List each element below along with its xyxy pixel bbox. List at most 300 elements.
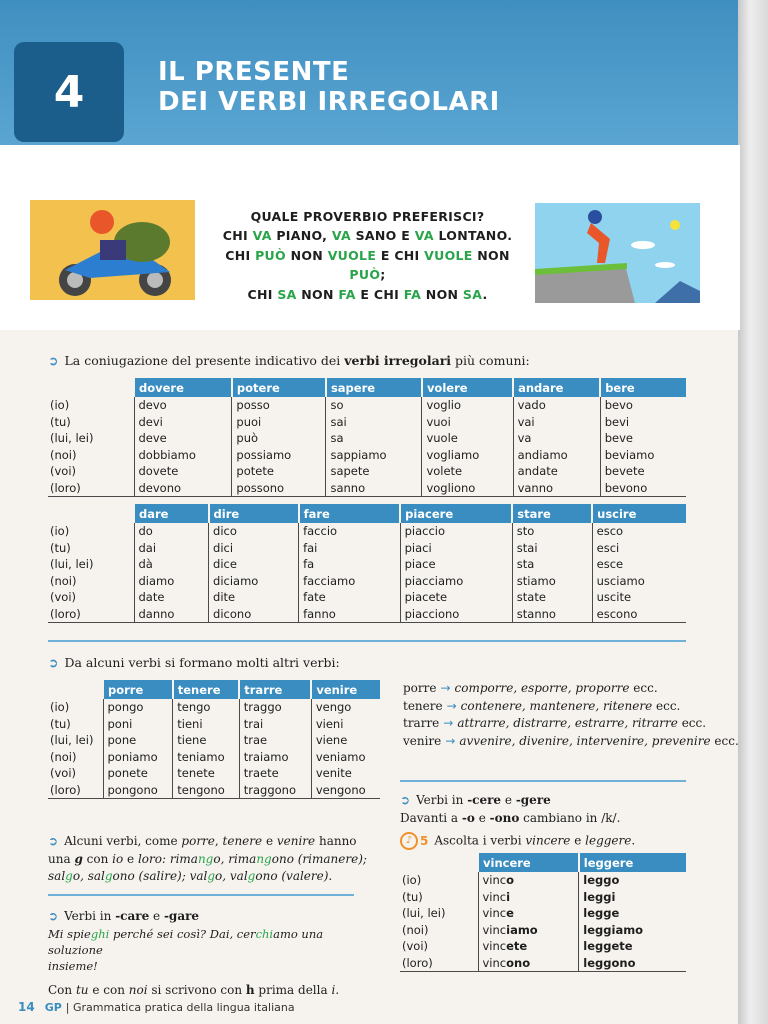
conjugation-cell: leggete — [579, 938, 686, 955]
note-text: Ascolta i verbi — [434, 833, 526, 848]
note-text: ono (rimanere); — [271, 851, 367, 866]
table-row — [400, 889, 686, 906]
conjugation-cell: piaccio — [400, 523, 512, 540]
proverb-text: ; — [380, 267, 386, 283]
note-text: e — [474, 810, 490, 825]
pronoun-cell: (noi) — [402, 922, 429, 937]
note-text: Verbi in — [416, 793, 468, 807]
note-highlight: ng — [256, 851, 272, 866]
note-bold: h — [245, 982, 255, 997]
base-verb: trarre — [403, 716, 440, 730]
note-highlight: g — [247, 869, 256, 883]
proverb-text: NON — [472, 247, 510, 263]
conjugation-cell: vinci — [478, 889, 579, 906]
note-example — [48, 926, 368, 974]
arrow-icon: → — [446, 698, 457, 713]
conjugation-cell: vinco — [478, 872, 579, 889]
conjugation-cell: possiamo — [232, 447, 326, 464]
conjugation-cell: bevi — [600, 414, 686, 431]
conjugation-cell: usciamo — [592, 573, 686, 590]
conjugation-cell: tengo — [173, 699, 240, 716]
conjugation-cell: vogliono — [422, 480, 513, 497]
bullet-icon: ➲ — [48, 655, 59, 670]
conjugation-cell: stanno — [512, 606, 592, 623]
irregular-verbs-table-1 — [48, 378, 686, 497]
conjugation-cell: andiamo — [513, 447, 600, 464]
table-row — [48, 463, 686, 480]
derived-verbs: comporre, esporre, proporre — [454, 681, 630, 695]
table-row — [48, 749, 380, 766]
derivation-row — [403, 715, 739, 733]
derived-verbs: attrarre, distrarre, estrarre, ritrarre — [457, 716, 678, 730]
pronoun-cell: (voi) — [402, 939, 429, 954]
conjugation-cell: veniamo — [311, 749, 380, 766]
note-bold: -ono — [489, 810, 520, 825]
note-text: amo una soluzione — [48, 926, 324, 957]
column-header: piacere — [400, 504, 512, 523]
conjugation-cell: beviamo — [600, 447, 686, 464]
note-italic: loro — [137, 851, 162, 866]
conjugation-cell: dico — [209, 523, 299, 540]
table-row — [48, 430, 686, 447]
note-rule — [48, 982, 368, 1000]
audio-track-number: 5 — [420, 833, 429, 848]
proverb-text: CHI — [247, 286, 278, 302]
table-row — [48, 782, 380, 799]
derivation-row — [403, 733, 739, 751]
conjugation-cell: escono — [592, 606, 686, 623]
conjugation-cell: pongo — [103, 699, 173, 716]
proverb-text: CHI — [225, 247, 256, 263]
conjugation-cell: teniamo — [173, 749, 240, 766]
table-row — [400, 905, 686, 922]
chapter-title-line2: DEI VERBI IRREGOLARI — [158, 86, 500, 117]
proverb-text: NON — [421, 286, 463, 302]
column-header: leggere — [579, 853, 686, 872]
conjugation-cell: andate — [513, 463, 600, 480]
note-text: ono (salire); val — [112, 869, 208, 883]
section2-intro — [48, 655, 340, 670]
conjugation-cell: vai — [513, 414, 600, 431]
proverb-text: CHI — [222, 228, 253, 244]
page-number: 14 — [18, 1000, 35, 1014]
column-header: uscire — [592, 504, 686, 523]
conjugation-cell: faccio — [299, 523, 401, 540]
note-text: hanno — [315, 834, 357, 848]
conjugation-cell: voglio — [422, 397, 513, 414]
conjugation-cell: puoi — [232, 414, 326, 431]
table-row — [48, 447, 686, 464]
conjugation-cell: pongono — [103, 782, 173, 799]
proverb-text: NON — [285, 247, 328, 263]
table-row — [48, 540, 686, 557]
note-text: e — [123, 851, 138, 866]
bullet-icon: ➲ — [48, 353, 59, 368]
conjugation-cell: uscite — [592, 589, 686, 606]
table-row — [48, 556, 686, 573]
conjugation-cell: bevono — [600, 480, 686, 497]
table-row — [48, 523, 686, 540]
column-header: trarre — [239, 680, 311, 699]
pronoun-cell: (io) — [50, 700, 70, 715]
conjugation-cell: danno — [134, 606, 209, 623]
ecc-suffix: ecc. — [629, 681, 658, 695]
note-highlight: g — [207, 869, 216, 883]
column-header: dovere — [134, 378, 232, 397]
conjugation-cell: stai — [512, 540, 592, 557]
table-row — [400, 955, 686, 972]
pronoun-cell: (voi) — [50, 464, 77, 479]
arrow-icon: → — [443, 716, 454, 730]
pronoun-cell: (loro) — [400, 955, 478, 972]
conjugation-cell: va — [513, 430, 600, 447]
note-text: Verbi in — [64, 909, 116, 923]
conjugation-cell: sai — [326, 414, 422, 431]
note-text: e con — [88, 982, 129, 997]
conjugation-cell: dobbiamo — [134, 447, 232, 464]
note-text: o, sal — [72, 869, 105, 883]
proverb-text: SANO E — [350, 228, 415, 244]
arrow-icon: → — [445, 733, 456, 748]
proverb-text: E CHI — [355, 286, 404, 302]
conjugation-cell: traggono — [239, 782, 311, 799]
column-header: volere — [422, 378, 513, 397]
note-highlight: g — [65, 869, 73, 883]
conjugation-cell: dice — [209, 556, 299, 573]
chapter-title-line1: IL PRESENTE — [158, 57, 350, 87]
base-verb: porre — [403, 681, 437, 695]
conjugation-cell: esce — [592, 556, 686, 573]
conjugation-cell: vincono — [478, 955, 579, 972]
conjugation-cell: facciamo — [299, 573, 401, 590]
table-row — [48, 414, 686, 431]
conjugation-cell: vince — [478, 905, 579, 922]
pronoun-cell: (noi) — [50, 573, 77, 588]
column-header: potere — [232, 378, 326, 397]
chapter-number: 4 — [14, 42, 124, 142]
intro-bold: verbi irregolari — [344, 353, 452, 368]
turtle-motorbike-illustration — [30, 200, 195, 300]
note-text: , — [214, 834, 223, 848]
note-text: e — [570, 833, 586, 848]
proverb-verb: VA — [331, 228, 351, 244]
pronoun-cell: (io) — [50, 524, 70, 539]
pronoun-cell: (tu) — [402, 889, 423, 904]
conjugation-cell: legge — [579, 905, 686, 922]
intro-text: La coniugazione del presente indicativo dei — [64, 353, 345, 368]
listen-instruction — [400, 832, 690, 850]
derived-verbs-table — [48, 680, 380, 799]
column-header: bere — [600, 378, 686, 397]
proverb-verb: FA — [338, 286, 356, 302]
pronoun-cell: (voi) — [50, 766, 77, 781]
note-text: e — [501, 793, 516, 807]
conjugation-cell: vanno — [513, 480, 600, 497]
conjugation-cell: sta — [512, 556, 592, 573]
note-italic: leggere — [585, 833, 632, 848]
note-text: una — [48, 851, 75, 866]
derivation-row — [403, 698, 739, 716]
conjugation-cell: leggo — [579, 872, 686, 889]
conjugation-cell: sanno — [326, 480, 422, 497]
proverb-line2 — [205, 246, 530, 285]
footer — [18, 1000, 295, 1014]
conjugation-cell: leggi — [579, 889, 686, 906]
proverb-verb: SA — [462, 286, 483, 302]
ecc-suffix: ecc. — [677, 716, 707, 730]
conjugation-cell: piace — [400, 556, 512, 573]
note-text: Mi spie — [48, 926, 91, 941]
note-g-verbs — [48, 833, 368, 886]
derived-verbs: contenere, mantenere, ritenere — [460, 698, 653, 713]
conjugation-cell: devo — [134, 397, 232, 414]
column-header: sapere — [326, 378, 422, 397]
divider — [48, 894, 354, 896]
note-text: insieme! — [48, 958, 98, 973]
table-row — [48, 480, 686, 497]
note-text: con — [82, 851, 113, 866]
conjugation-cell: poni — [103, 716, 173, 733]
conjugation-cell: tiene — [173, 732, 240, 749]
table-row — [400, 938, 686, 955]
note-text: sal — [48, 869, 66, 883]
table-row — [48, 699, 380, 716]
divider — [400, 780, 686, 782]
note-highlight: ghi — [90, 926, 110, 941]
conjugation-cell: sto — [512, 523, 592, 540]
conjugation-cell: stiamo — [512, 573, 592, 590]
conjugation-cell: dovete — [134, 463, 232, 480]
conjugation-cell: bevo — [600, 397, 686, 414]
header-blank — [48, 680, 103, 699]
conjugation-cell: traete — [239, 765, 311, 782]
conjugation-cell: traiamo — [239, 749, 311, 766]
book-title: Grammatica pratica della lingua italiana — [73, 1001, 295, 1014]
conjugation-cell: piacciamo — [400, 573, 512, 590]
conjugation-cell: può — [232, 430, 326, 447]
conjugation-cell: esci — [592, 540, 686, 557]
conjugation-cell: piacete — [400, 589, 512, 606]
conjugation-cell: deve — [134, 430, 232, 447]
conjugation-cell: leggono — [579, 955, 686, 972]
note-bold: -cere — [467, 793, 502, 807]
column-header: andare — [513, 378, 600, 397]
conjugation-cell: traggo — [239, 699, 311, 716]
conjugation-cell: tengono — [173, 782, 240, 799]
conjugation-cell: ponete — [103, 765, 173, 782]
proverb-text: LONTANO. — [433, 228, 513, 244]
conjugation-cell: trae — [239, 732, 311, 749]
table-row — [48, 606, 686, 623]
note-text: cambiano in /k/. — [519, 810, 621, 825]
pronoun-cell: (io) — [402, 873, 422, 888]
table-row — [48, 716, 380, 733]
base-verb: tenere — [403, 698, 443, 713]
conjugation-cell: esco — [592, 523, 686, 540]
pronoun-cell: (tu) — [50, 716, 71, 731]
intro-text: più comuni: — [451, 353, 530, 368]
conjugation-cell: fai — [299, 540, 401, 557]
bullet-icon: ➲ — [400, 793, 411, 807]
conjugation-cell: do — [134, 523, 209, 540]
conjugation-cell: so — [326, 397, 422, 414]
pronoun-cell: (noi) — [50, 447, 77, 462]
pronoun-cell: (loro) — [48, 480, 134, 497]
conjugation-cell: sa — [326, 430, 422, 447]
pronoun-cell: (io) — [50, 398, 70, 413]
proverb-verb: SA — [277, 286, 297, 302]
note-highlight: chi — [255, 926, 274, 941]
conjugation-cell: piaci — [400, 540, 512, 557]
pronoun-cell: (voi) — [50, 590, 77, 605]
note-bold: -care — [115, 909, 150, 923]
derivation-row — [403, 680, 739, 698]
irregular-verbs-table-2 — [48, 504, 686, 623]
conjugation-cell: vinciamo — [478, 922, 579, 939]
book-code: GP — [44, 1001, 62, 1014]
conjugation-cell: vuole — [422, 430, 513, 447]
proverb-text: PIANO, — [271, 228, 332, 244]
note-italic: porre — [181, 834, 215, 848]
conjugation-cell: vengono — [311, 782, 380, 799]
conjugation-cell: vieni — [311, 716, 380, 733]
ecc-suffix: ecc. — [710, 733, 739, 748]
conjugation-cell: dà — [134, 556, 209, 573]
proverb-box — [205, 207, 530, 304]
cliff-hiker-illustration — [535, 203, 700, 303]
conjugation-cell: fa — [299, 556, 401, 573]
arrow-icon: → — [440, 681, 451, 695]
conjugation-cell: tenete — [173, 765, 240, 782]
column-header: dare — [134, 504, 209, 523]
pronoun-cell: (tu) — [50, 540, 71, 555]
proverb-verb: VUOLE — [424, 247, 473, 263]
conjugation-cell: date — [134, 589, 209, 606]
table-row — [400, 872, 686, 889]
page-edge — [738, 0, 768, 1024]
conjugation-cell: potete — [232, 463, 326, 480]
note-text: e — [262, 834, 277, 848]
pronoun-cell: (lui, lei) — [50, 431, 94, 446]
pronoun-cell: (lui, lei) — [50, 557, 94, 572]
pronoun-cell: (loro) — [48, 606, 134, 623]
pronoun-cell: (lui, lei) — [402, 906, 446, 921]
conjugation-cell: viene — [311, 732, 380, 749]
conjugation-cell: vogliamo — [422, 447, 513, 464]
cere-gere-table — [400, 853, 686, 972]
note-highlight: g — [104, 869, 113, 883]
pronoun-cell: (tu) — [50, 414, 71, 429]
note-text: perché sei così? Dai, cer — [109, 926, 256, 941]
note-bold: g — [74, 851, 83, 866]
note-bold: -o — [461, 810, 475, 825]
header-blank — [48, 504, 134, 523]
note-cere-gere — [400, 792, 690, 850]
column-header: venire — [311, 680, 380, 699]
conjugation-cell: piacciono — [400, 606, 512, 623]
note-italic: venire — [276, 834, 316, 848]
conjugation-cell: vuoi — [422, 414, 513, 431]
note-bold: -gere — [515, 793, 551, 807]
note-text: . — [631, 833, 636, 848]
conjugation-cell: leggiamo — [579, 922, 686, 939]
conjugation-cell: diamo — [134, 573, 209, 590]
column-header: vincere — [478, 853, 579, 872]
conjugation-cell: sappiamo — [326, 447, 422, 464]
conjugation-cell: fate — [299, 589, 401, 606]
note-italic: vincere — [525, 833, 571, 848]
note-text: ono (valere). — [255, 869, 333, 883]
note-text: Alcuni verbi, come — [64, 834, 182, 848]
conjugation-cell: possono — [232, 480, 326, 497]
conjugation-cell: poniamo — [103, 749, 173, 766]
note-rule — [400, 810, 690, 828]
conjugation-cell: trai — [239, 716, 311, 733]
comic-strip — [0, 145, 740, 330]
note-italic: tu — [75, 982, 89, 997]
conjugation-cell: volete — [422, 463, 513, 480]
note-text: o, rima — [213, 851, 257, 866]
derived-verbs: avvenire, divenire, intervenire, prevenire — [459, 733, 711, 748]
note-text: . — [335, 982, 340, 997]
note-text: e — [149, 909, 164, 923]
proverb-text: E CHI — [376, 247, 425, 263]
note-title — [400, 792, 690, 810]
note-text: prima della — [254, 982, 332, 997]
table-row — [48, 589, 686, 606]
header-blank — [400, 853, 478, 872]
note-title — [48, 908, 368, 926]
derivations-list — [403, 680, 739, 750]
pronoun-cell: (loro) — [48, 782, 103, 799]
conjugation-cell: posso — [232, 397, 326, 414]
note-italic: tenere — [222, 834, 263, 848]
proverb-line3 — [205, 285, 530, 304]
table-row — [48, 573, 686, 590]
column-header: porre — [103, 680, 173, 699]
table-row — [48, 397, 686, 414]
intro-text: Da alcuni verbi si formano molti altri verbi: — [64, 655, 340, 670]
section1-intro — [48, 353, 530, 368]
note-bold: -gare — [163, 909, 200, 923]
conjugation-cell: vengo — [311, 699, 380, 716]
note-text: Con — [48, 982, 76, 997]
proverb-verb: VA — [414, 228, 434, 244]
proverb-question: QUALE PROVERBIO PREFERISCI? — [250, 209, 485, 224]
proverb-verb: PUÒ — [255, 247, 286, 263]
conjugation-cell: pone — [103, 732, 173, 749]
conjugation-cell: bevete — [600, 463, 686, 480]
note-italic: noi — [128, 982, 148, 997]
conjugation-cell: sapete — [326, 463, 422, 480]
conjugation-cell: venite — [311, 765, 380, 782]
column-header: stare — [512, 504, 592, 523]
divider — [48, 640, 686, 642]
column-header: dire — [209, 504, 299, 523]
footer-separator: | — [65, 1001, 70, 1014]
conjugation-cell: dicono — [209, 606, 299, 623]
audio-icon[interactable]: ♪ — [400, 832, 418, 850]
proverb-verb: PUÒ — [349, 267, 381, 283]
note-text: si scrivono con — [147, 982, 246, 997]
note-text: : rima — [161, 851, 198, 866]
conjugation-cell: vincete — [478, 938, 579, 955]
note-text: Davanti a — [400, 810, 462, 825]
ecc-suffix: ecc. — [652, 698, 681, 713]
proverb-verb: VUOLE — [327, 247, 377, 263]
header-blank — [48, 378, 134, 397]
conjugation-cell: diciamo — [209, 573, 299, 590]
